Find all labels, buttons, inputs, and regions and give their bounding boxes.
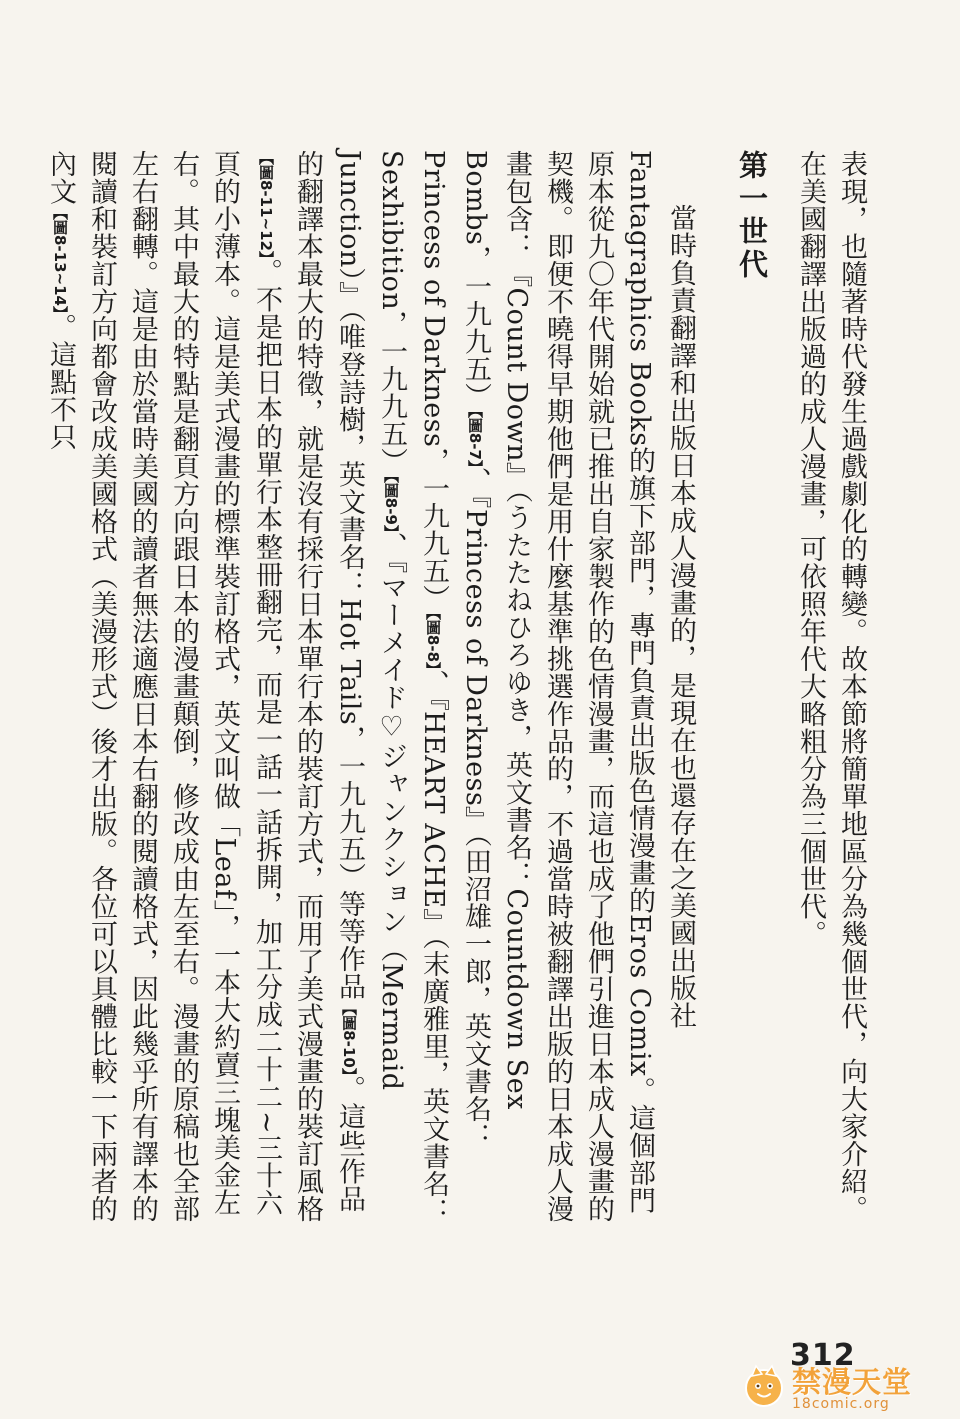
figure-reference: 【圖8-10】: [340, 1000, 358, 1076]
intro-paragraph: 表現，也隨著時代發生過戲劇化的轉變。故本節將簡單地區分為幾個世代，向大家介紹。在美國翻譯出版過的成人漫畫，可依照年代大略粗分為三個世代。: [795, 150, 867, 1223]
text-run: 、『マーメイド♡ジャンクション（Mermaid Junction）』（唯登詩樹，英文書名：Hot Tails，一九九五）等等作品: [334, 150, 407, 1091]
figure-reference: 【圖8-9】: [382, 475, 400, 533]
figure-reference: 【圖8-7】: [466, 410, 484, 468]
page-number: 312: [790, 1338, 856, 1373]
text-run: 、『HEART ACHE』（末廣雅里，英文書名：Sexhibition，一九九五）: [376, 150, 449, 1226]
figure-reference: 【圖8-8】: [424, 612, 442, 670]
site-watermark: [742, 1360, 952, 1415]
text-run: 當時負責翻譯和出版日本成人漫畫的，是現在也還存在之美國出版社Fantagraphics Books的旗下部門，專門負責出版色情漫畫的Eros Comix。這個部門原本從九〇年代開始就已推出自家製作的色情漫畫，而這也成了他們引進日本成人漫畫的契機。即便不曉得早期他們是用什麼基準挑選作品的，不過當時被翻譯出版的日本成人漫畫包含：『Count Down』（うたたねひろゆき，英文書名：Countdown Sex Bombs，一九九五）: [460, 150, 696, 1223]
figure-reference: 【圖8-11~12】: [257, 150, 275, 259]
text-run: 。不是把日本的單行本整冊翻完，而是一話一話拆開，加工分成二十二~三十六頁的小薄本。這是美式漫畫的標準裝訂格式，英文叫做「Leaf」，一本大約賣三塊美金左右。其中最大的特點是翻頁方向跟日本的漫畫顛倒，修改成由左至右。漫畫的原稿也全部左右翻轉。這是由於當時美國的讀者無法適應日本右翻的閱讀格式，因此幾乎所有譯本的閱讀和裝訂方向都會改成美國格式（美漫形式）後才出版。各位可以具體比較一下兩者的內文: [45, 150, 282, 1223]
text-run: 。這點不只: [45, 313, 76, 451]
section-heading: 第一世代: [735, 150, 769, 282]
figure-reference: 【圖8-13~14】: [51, 205, 69, 314]
watermark-name: 禁漫天堂: [792, 1365, 913, 1399]
vertical-text-body: [45, 150, 872, 1230]
watermark-site: 18comic.org: [792, 1396, 890, 1412]
text-run: 、『Princess of Darkness』（田沼雄一郎，英文書名：Princess of Darkness，一九九五）: [418, 150, 491, 1151]
body-paragraph: [39, 150, 701, 1230]
cartoon-mascot-icon: [742, 1364, 786, 1408]
text-run: 。這些作品的翻譯本最大的特徵，就是沒有採行日本單行本的裝訂方式，而用了美式漫畫的裝訂風格: [292, 150, 365, 1223]
